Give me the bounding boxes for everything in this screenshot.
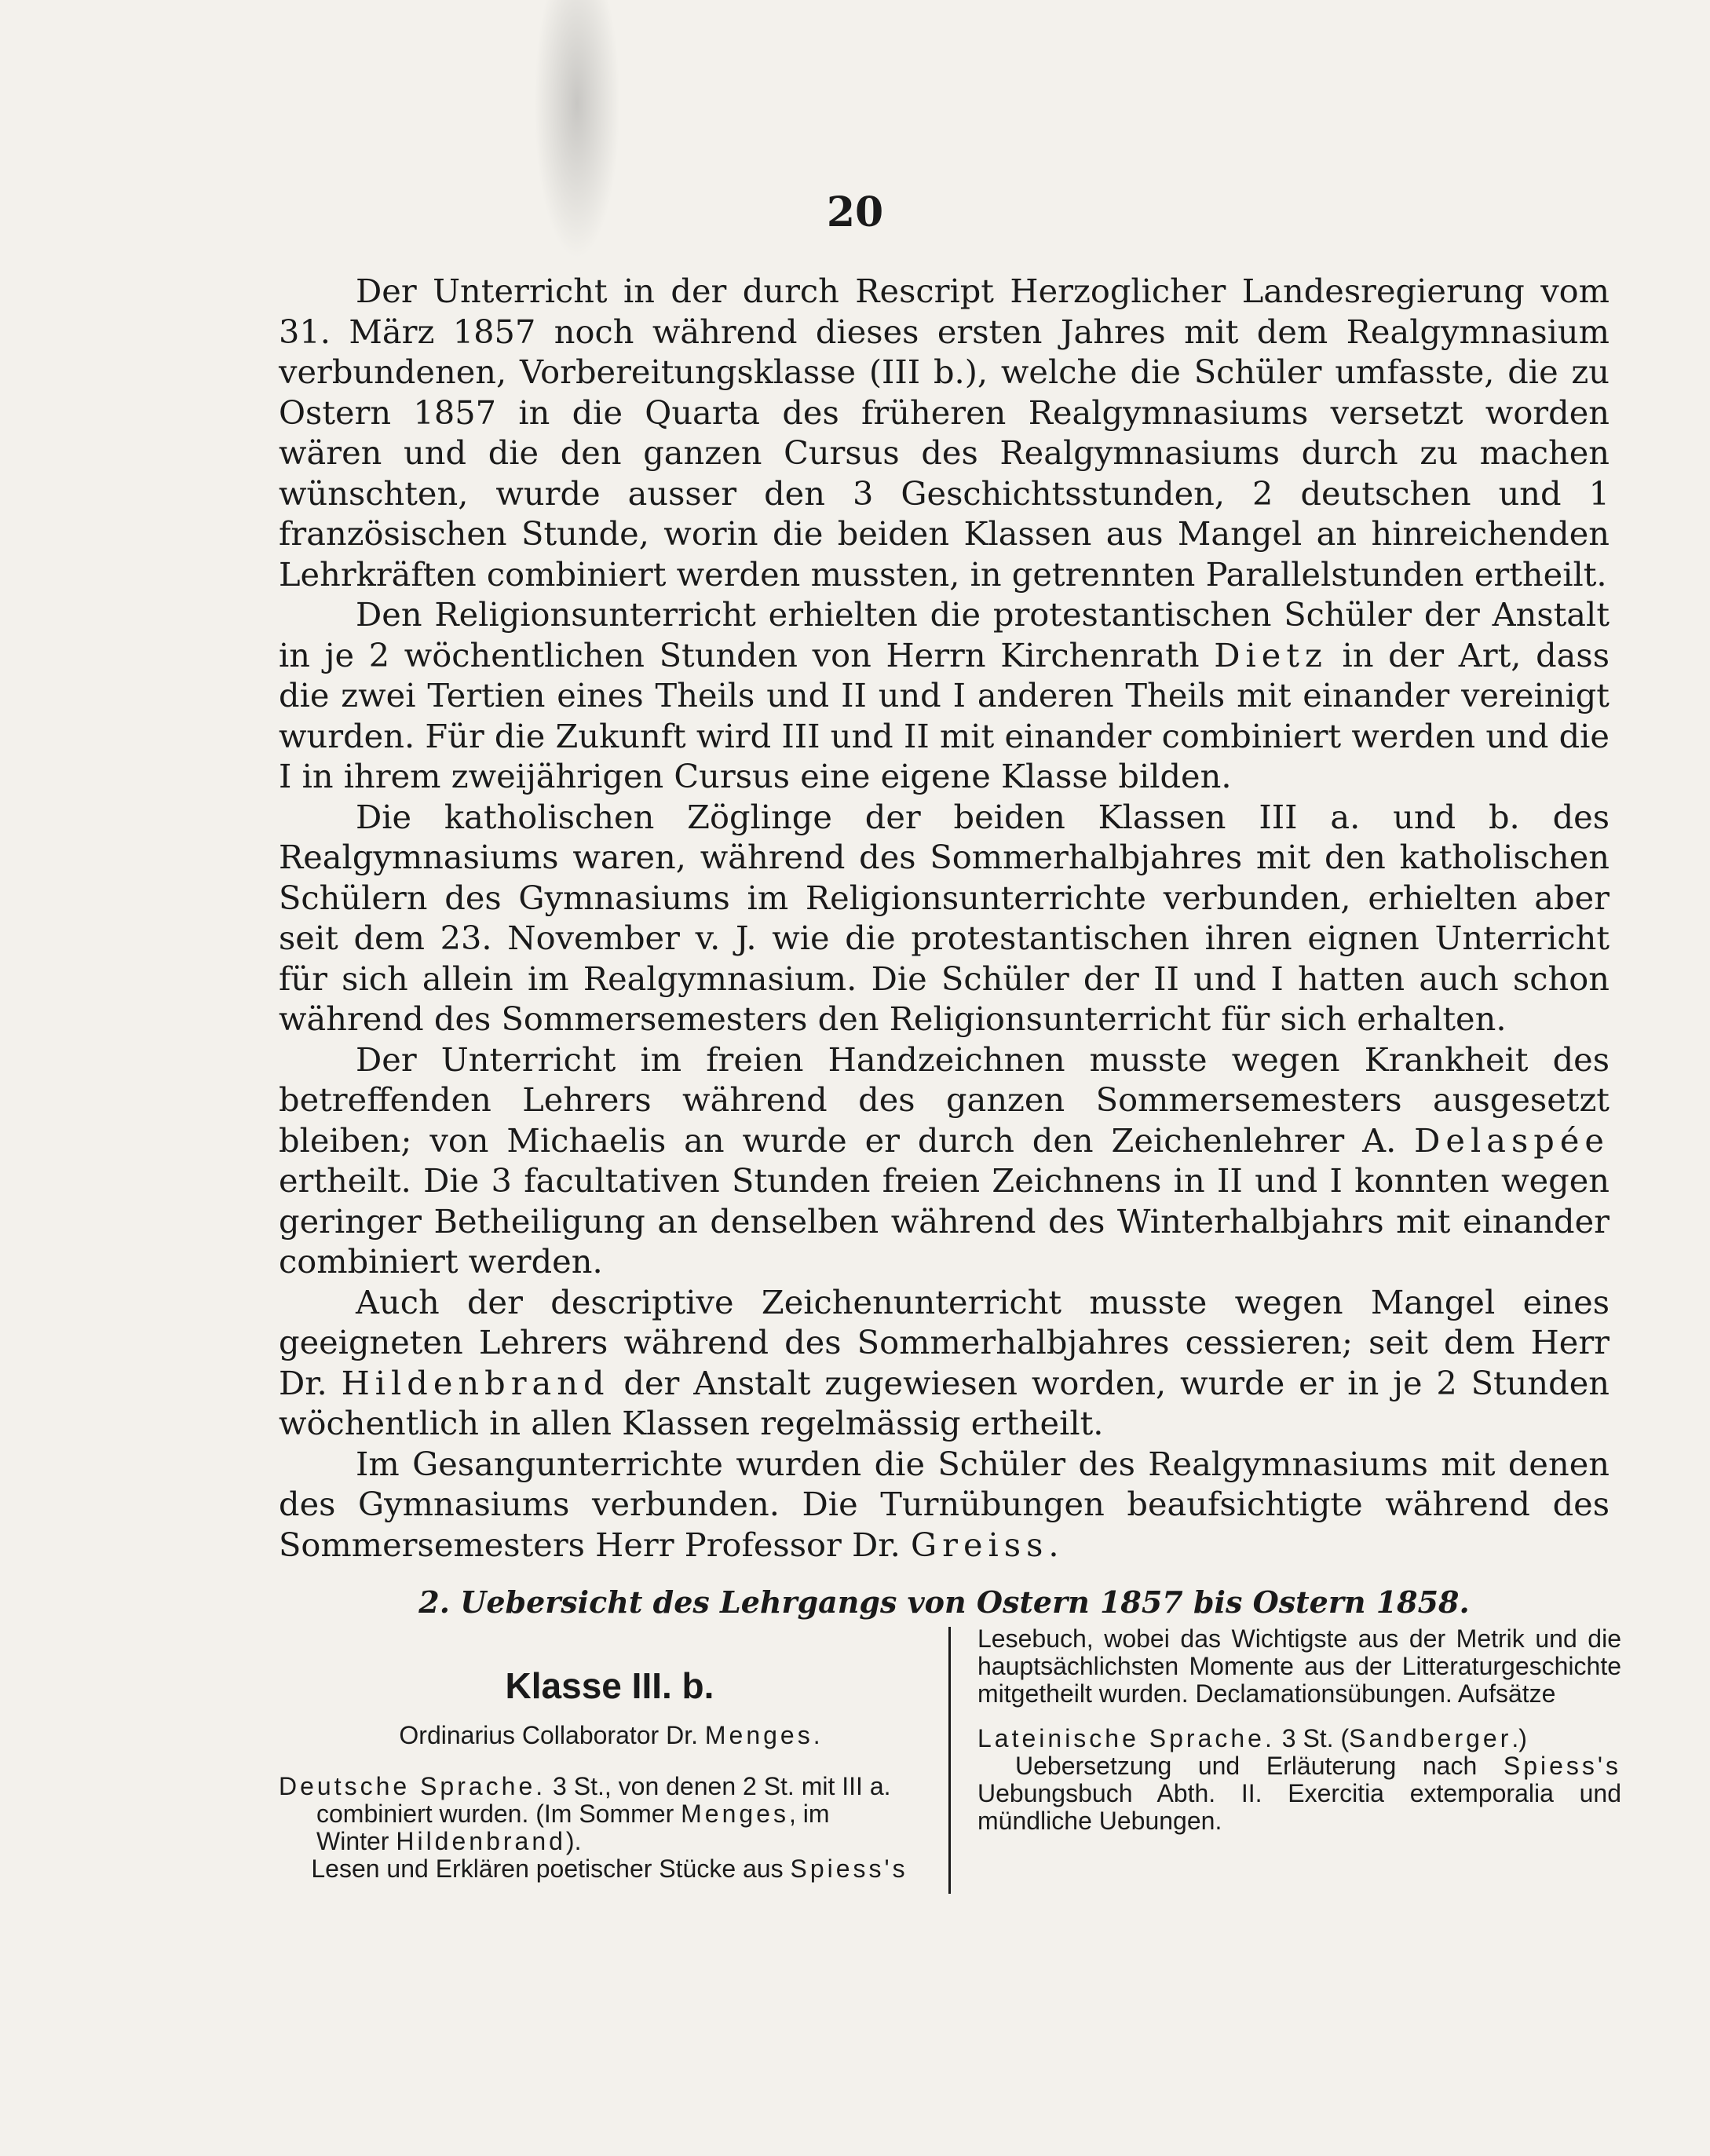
- person-name: Dietz: [1214, 635, 1328, 674]
- ordinarius-text: .: [813, 1721, 820, 1749]
- section-heading: 2. Uebersicht des Lehrgangs von Ostern 1857 bis Ostern 1858.: [418, 1584, 1470, 1620]
- subject-deutsch: [279, 1773, 941, 1800]
- right-column: [977, 1625, 1621, 1835]
- paragraph-katholische-zoeglinge: [279, 797, 1610, 1040]
- paragraph-text: Auch der descriptive Zeichenunterricht musste wegen Mangel eines geeigneten Lehrers während des Sommerhalbjahres cessieren; seit dem Herr Dr.: [279, 1282, 1610, 1402]
- subject-text: ).: [565, 1827, 582, 1855]
- person-name: Delaspée: [1414, 1120, 1610, 1160]
- subject-latein: [977, 1725, 1621, 1752]
- subject-name: Lateinische Sprache.: [977, 1724, 1275, 1752]
- person-name: Greiss: [910, 1525, 1049, 1564]
- subject-text: Uebungsbuch Abth. II. Exercitia extemporalia und mündliche Uebungen.: [977, 1779, 1621, 1835]
- column-divider: [948, 1627, 951, 1894]
- paragraph-text: in der Art, dass die zwei Tertien eines Theils und II und I anderen Theils mit einander vereinigt wurden. Für die Zukunft wird III und II mit einander combiniert werden und die I in ihrem zweijährigen Cursus eine eigene Klasse bilden.: [279, 635, 1610, 795]
- paragraph-descriptive-zeichen: [279, 1282, 1610, 1444]
- person-name: Spiess's: [790, 1855, 908, 1883]
- subject-deutsch-detail: [279, 1800, 941, 1855]
- subject-text: , im: [788, 1800, 830, 1828]
- person-name: Menges: [681, 1800, 789, 1828]
- paragraph-handzeichnen: [279, 1040, 1610, 1282]
- paragraph-text: .: [1048, 1525, 1059, 1564]
- paragraph-vorbereitungsklasse: [279, 271, 1610, 594]
- ordinarius-text: Ordinarius Collaborator Dr.: [399, 1721, 705, 1749]
- subject-deutsch-reading: [279, 1855, 941, 1883]
- subject-text: 3 St. (: [1274, 1724, 1350, 1752]
- subject-text: Uebersetzung und Erläuterung nach: [1015, 1752, 1504, 1780]
- person-name: Sandberger: [1349, 1724, 1512, 1752]
- class-title: Klasse III. b.: [505, 1665, 714, 1706]
- person-name: Menges: [704, 1721, 813, 1749]
- subject-text: .): [1511, 1724, 1527, 1752]
- paragraph-text: Im Gesangunterrichte wurden die Schüler des Realgymnasiums mit denen des Gymnasiums verbunden. Die Turnübungen beaufsichtigte während des Sommersemesters Herr Professor Dr.: [279, 1444, 1610, 1564]
- person-name: Hildenbrand: [341, 1363, 610, 1402]
- paragraph-text: Der Unterricht in der durch Rescript Herzoglicher Landesregierung vom 31. März 1857 noch während dieses ersten Jahres mit dem Realgymnasium verbundenen, Vorbereitungsklasse (III b.), welche die Schüler umfasste, die zu Ostern 1857 in die Quarta des früheren Realgymnasiums versetzt worden wären und die den ganzen Cursus des Realgymnasiums durch zu machen wünschten, wurde ausser den 3 Geschichtsstunden, 2 deutschen und 1 französischen Stunde, worin die beiden Klassen aus Mangel an hinreichenden Lehrkräften combiniert werden mussten, in getrennten Parallelstunden ertheilt.: [279, 272, 1610, 594]
- paragraph-text: Der Unterricht im freien Handzeichnen musste wegen Krankheit des betreffenden Lehrers während des ganzen Sommersemesters ausgesetzt bleiben; von Michaelis an wurde er durch den Zeichenlehrer A.: [279, 1040, 1610, 1160]
- paragraph-religionsunterricht: [279, 594, 1610, 797]
- paragraph-text: ertheilt. Die 3 facultativen Stunden freien Zeichnens in II und I konnten wegen geringer Betheiligung an denselben während des Winterhalbjahrs mit einander combiniert werden.: [279, 1161, 1610, 1281]
- ordinarius-line: [279, 1722, 941, 1749]
- body-text: [279, 271, 1610, 1565]
- deutsch-continuation: Lesebuch, wobei das Wichtigste aus der Metrik und die hauptsächlichsten Momente aus der Litteraturgeschichte mitgetheilt wurden. Declamationsübungen. Aufsätze: [977, 1624, 1621, 1708]
- paragraph-gesangunterricht: [279, 1444, 1610, 1566]
- subject-text: combiniert wurden. (Im Sommer: [316, 1800, 681, 1828]
- page-number: 20: [826, 188, 884, 236]
- person-name: Spiess's: [1503, 1752, 1621, 1780]
- subject-text: Winter: [316, 1827, 396, 1855]
- paragraph-text: Die katholischen Zöglinge der beiden Klassen III a. und b. des Realgymnasiums waren, während des Sommerhalbjahres mit den katholischen Schülern des Gymnasiums im Religionsunterrichte verbunden, erhielten aber seit dem 23. November v. J. wie die protestantischen ihren eignen Unterricht für sich allein im Realgymnasium. Die Schüler der II und I hatten auch schon während des Sommersemesters den Religionsunterricht für sich erhalten.: [279, 797, 1610, 1038]
- person-name: Hildenbrand: [396, 1827, 566, 1855]
- subject-text: 3 St., von denen 2 St. mit III a.: [546, 1772, 891, 1800]
- left-column: [279, 1639, 941, 1883]
- subject-latein-detail: [977, 1752, 1621, 1835]
- subject-name: Deutsche Sprache.: [279, 1772, 546, 1800]
- subject-text: Lesen und Erklären poetischer Stücke aus: [311, 1855, 791, 1883]
- paragraph-text: Den Religionsunterricht erhielten die protestantischen Schüler der Anstalt in je 2 wöchentlichen Stunden von Herrn Kirchenrath: [279, 595, 1610, 674]
- paragraph-text: der Anstalt zugewiesen worden, wurde er in je 2 Stunden wöchentlich in allen Klassen regelmässig ertheilt.: [279, 1363, 1610, 1442]
